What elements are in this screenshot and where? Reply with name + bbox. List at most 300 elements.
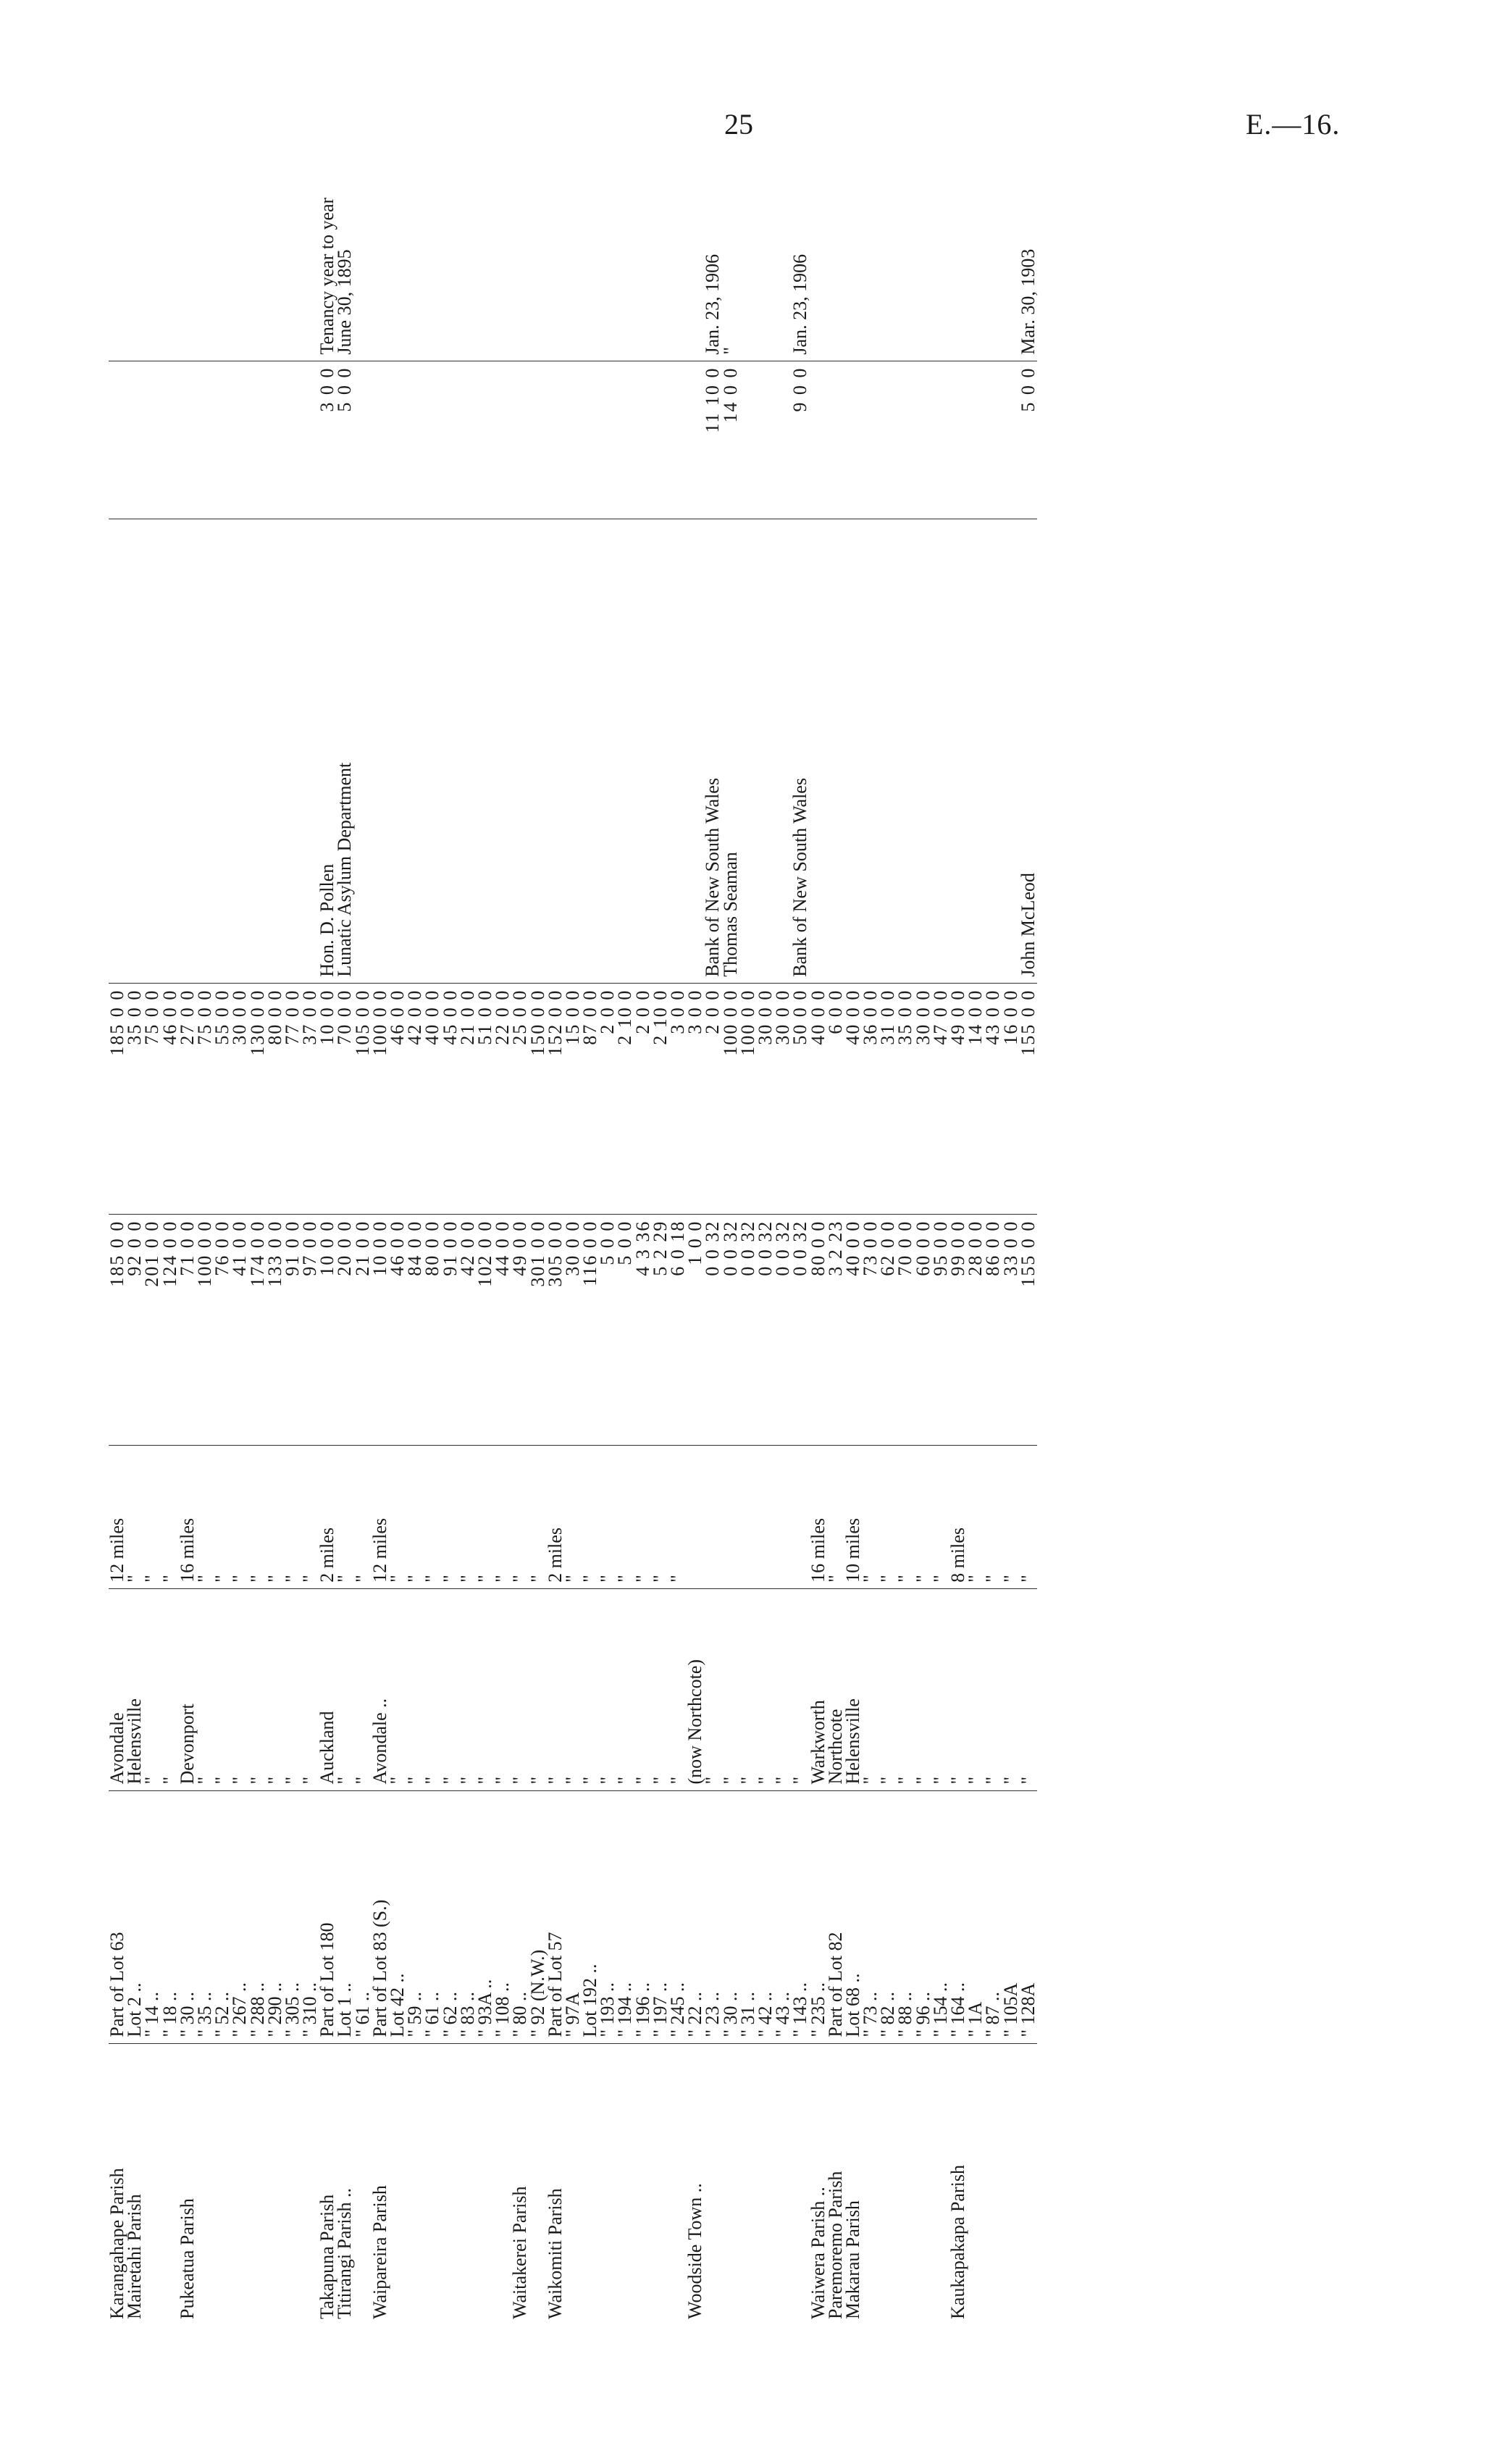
rent-cell: [284, 361, 301, 519]
town-cell: ": [792, 1588, 809, 1790]
lot-cell: " 52 ..: [214, 1790, 231, 2043]
town-cell: ": [143, 1588, 161, 1790]
tenure-cell: ": [722, 181, 739, 361]
area-leased-cell: 100 0 0: [739, 983, 757, 1214]
distance-cell: [774, 1445, 792, 1588]
lot-cell: " 96 ..: [915, 1790, 932, 2043]
town-cell: ": [459, 1588, 477, 1790]
area-total-cell: 0 0 32: [739, 1214, 757, 1445]
rent-cell: [196, 361, 214, 519]
parish-cell: Kaukapakapa Parish: [947, 2165, 968, 2319]
lot-cell: " 31 ..: [739, 1790, 757, 2043]
parish-cell: [477, 2043, 494, 2325]
tenure-cell: [354, 181, 372, 361]
area-total-cell: 73 0 0: [862, 1214, 879, 1445]
town-cell: ": [511, 1588, 529, 1790]
parish-cell: [757, 2043, 774, 2325]
lot-cell: " 18 ..: [162, 1790, 179, 2043]
tenure-cell: [284, 181, 301, 361]
area-leased-cell: 70 0 0: [336, 983, 353, 1214]
area-total-cell: 0 0 32: [774, 1214, 792, 1445]
area-leased-cell: 50 0 0: [792, 983, 809, 1214]
area-total-cell: 92 0 0: [126, 1214, 143, 1445]
tenure-cell: [389, 181, 406, 361]
lot-cell: " 288 ..: [249, 1790, 267, 2043]
tenure-cell: [616, 181, 634, 361]
parish-cell: [652, 2043, 669, 2325]
rent-cell: [143, 361, 161, 519]
area-leased-cell: 77 0 0: [284, 983, 301, 1214]
area-total-cell: 40 0 0: [844, 1214, 862, 1445]
distance-cell: ": [249, 1445, 267, 1588]
distance-cell: ": [267, 1445, 284, 1588]
area-leased-cell: 31 0 0: [879, 983, 897, 1214]
lessee-cell: [879, 519, 897, 983]
tenure-cell: [862, 181, 879, 361]
lot-cell: Part of Lot 82: [827, 1790, 844, 2043]
distance-cell: ": [196, 1445, 214, 1588]
area-leased-cell: 43 0 0: [984, 983, 1002, 1214]
town-cell: ": [1020, 1588, 1037, 1790]
rent-cell: [984, 361, 1002, 519]
area-leased-cell: 16 0 0: [1002, 983, 1020, 1214]
town-cell: ": [774, 1588, 792, 1790]
area-total-cell: 0 0 32: [722, 1214, 739, 1445]
parish-cell: [879, 2043, 897, 2325]
area-leased-cell: 42 0 0: [406, 983, 424, 1214]
lessee-cell: [915, 519, 932, 983]
parish-cell: Waiwera Parish ..: [807, 2187, 829, 2319]
distance-cell: ": [897, 1445, 914, 1588]
parish-cell: [564, 2043, 582, 2325]
rent-cell: [897, 361, 914, 519]
area-total-cell: 70 0 0: [897, 1214, 914, 1445]
rent-cell: [389, 361, 406, 519]
town-cell: ": [529, 1588, 547, 1790]
rent-cell: 9 0 0: [792, 361, 809, 519]
area-total-cell: 76 0 0: [214, 1214, 231, 1445]
area-leased-cell: 3 0 0: [687, 983, 704, 1214]
area-leased-cell: 35 0 0: [126, 983, 143, 1214]
rent-cell: [214, 361, 231, 519]
town-cell: ": [249, 1588, 267, 1790]
area-total-cell: 33 0 0: [1002, 1214, 1020, 1445]
parish-cell: Mairetahi Parish: [124, 2194, 146, 2319]
town-cell: ": [406, 1588, 424, 1790]
rent-cell: [354, 361, 372, 519]
tenure-cell: [162, 181, 179, 361]
area-leased-cell: 87 0 0: [582, 983, 599, 1214]
distance-cell: 10 miles: [844, 1445, 862, 1588]
area-total-cell: 185 0 0: [109, 1214, 126, 1445]
town-cell: Auckland: [319, 1588, 336, 1790]
lot-cell: Part of Lot 180: [319, 1790, 336, 2043]
rent-cell: [582, 361, 599, 519]
lot-cell: " 197 ..: [652, 1790, 669, 2043]
distance-cell: [722, 1445, 739, 1588]
tenure-cell: [424, 181, 441, 361]
parish-cell: [267, 2043, 284, 2325]
lessee-cell: [109, 519, 126, 983]
rent-cell: [669, 361, 687, 519]
table-row: [336, 181, 353, 2325]
lessee-cell: [757, 519, 774, 983]
rent-cell: [477, 361, 494, 519]
area-leased-cell: 30 0 0: [774, 983, 792, 1214]
area-leased-cell: 75 0 0: [143, 983, 161, 1214]
rent-cell: [932, 361, 949, 519]
rent-cell: [249, 361, 267, 519]
lessee-cell: [477, 519, 494, 983]
parish-cell: Titirangi Parish ..: [334, 2187, 356, 2319]
town-cell: Helensville: [844, 1588, 862, 1790]
area-total-cell: 0 0 32: [757, 1214, 774, 1445]
tenure-cell: [529, 181, 547, 361]
town-cell: ": [704, 1588, 721, 1790]
lessee-cell: [143, 519, 161, 983]
lessee-cell: [231, 519, 248, 983]
rent-cell: [810, 361, 827, 519]
lessee-cell: [126, 519, 143, 983]
distance-cell: ": [827, 1445, 844, 1588]
rent-cell: [949, 361, 967, 519]
area-leased-cell: 40 0 0: [844, 983, 862, 1214]
lot-cell: " 143 ..: [792, 1790, 809, 2043]
town-cell: ": [336, 1588, 353, 1790]
tenure-cell: Tenancy year to year: [319, 181, 336, 361]
document-code: E.—16.: [1246, 108, 1341, 141]
lot-cell: " 35 ..: [196, 1790, 214, 2043]
parish-cell: Takapuna Parish: [316, 2194, 338, 2319]
lot-cell: Part of Lot 57: [547, 1790, 564, 2043]
rent-cell: [267, 361, 284, 519]
town-cell: ": [162, 1588, 179, 1790]
town-cell: ": [389, 1588, 406, 1790]
distance-cell: ": [879, 1445, 897, 1588]
area-total-cell: 91 0 0: [442, 1214, 459, 1445]
lot-cell: " 61 ..: [354, 1790, 372, 2043]
area-leased-cell: 10 0 0: [319, 983, 336, 1214]
parish-cell: [1020, 2043, 1037, 2325]
area-leased-cell: 130 0 0: [249, 983, 267, 1214]
area-leased-cell: 105 0 0: [354, 983, 372, 1214]
lot-cell: " 1A: [967, 1790, 984, 2043]
area-leased-cell: 80 0 0: [267, 983, 284, 1214]
parish-cell: Woodside Town ..: [684, 2183, 706, 2319]
distance-cell: ": [511, 1445, 529, 1588]
town-cell: ": [424, 1588, 441, 1790]
town-cell: Avondale: [109, 1588, 126, 1790]
rent-cell: [511, 361, 529, 519]
lessee-cell: [582, 519, 599, 983]
town-cell: ": [284, 1588, 301, 1790]
lot-cell: " 193 ..: [599, 1790, 616, 2043]
rent-cell: [879, 361, 897, 519]
lot-cell: " 59 ..: [406, 1790, 424, 2043]
parish-cell: [774, 2043, 792, 2325]
distance-cell: [739, 1445, 757, 1588]
tenure-cell: [143, 181, 161, 361]
rent-cell: [231, 361, 248, 519]
lot-cell: " 245 ..: [669, 1790, 687, 2043]
rent-cell: 3 0 0: [319, 361, 336, 519]
parish-cell: [792, 2043, 809, 2325]
distance-cell: 12 miles: [109, 1445, 126, 1588]
tenure-cell: [634, 181, 652, 361]
parish-cell: [1002, 2043, 1020, 2325]
town-cell: ": [879, 1588, 897, 1790]
tenure-cell: [967, 181, 984, 361]
area-total-cell: 5 2 29: [652, 1214, 669, 1445]
area-total-cell: 0 0 32: [792, 1214, 809, 1445]
lot-cell: Lot 192 ..: [582, 1790, 599, 2043]
lessee-cell: [827, 519, 844, 983]
area-total-cell: 46 0 0: [389, 1214, 406, 1445]
town-cell: ": [354, 1588, 372, 1790]
area-leased-cell: 150 0 0: [529, 983, 547, 1214]
table-row: [897, 181, 914, 2325]
distance-cell: [704, 1445, 721, 1588]
lessee-cell: [967, 519, 984, 983]
rent-cell: [459, 361, 477, 519]
lot-cell: " 83 ..: [459, 1790, 477, 2043]
area-leased-cell: 40 0 0: [424, 983, 441, 1214]
tenure-cell: [897, 181, 914, 361]
town-cell: (now Northcote): [687, 1588, 704, 1790]
area-leased-cell: 30 0 0: [231, 983, 248, 1214]
area-total-cell: 41 0 0: [231, 1214, 248, 1445]
rent-cell: 5 0 0: [336, 361, 353, 519]
area-total-cell: 102 0 0: [477, 1214, 494, 1445]
area-leased-cell: 46 0 0: [389, 983, 406, 1214]
table-row: [984, 181, 1002, 2325]
tenure-cell: [459, 181, 477, 361]
lot-cell: " 105A: [1002, 1790, 1020, 2043]
lessee-cell: [424, 519, 441, 983]
parish-cell: [284, 2043, 301, 2325]
parish-cell: [984, 2043, 1002, 2325]
lot-cell: " 61 ..: [424, 1790, 441, 2043]
rent-cell: [179, 361, 196, 519]
rent-cell: 5 0 0: [1020, 361, 1037, 519]
distance-cell: ": [564, 1445, 582, 1588]
area-leased-cell: 14 0 0: [967, 983, 984, 1214]
rent-cell: [372, 361, 389, 519]
rotated-land-table: [106, 181, 1398, 2325]
parish-cell: [582, 2043, 599, 2325]
parish-cell: [634, 2043, 652, 2325]
area-leased-cell: 100 0 0: [722, 983, 739, 1214]
lot-cell: " 93A ..: [477, 1790, 494, 2043]
lot-cell: " 92 (N.W.): [529, 1790, 547, 2043]
town-cell: ": [494, 1588, 511, 1790]
land-table: [106, 181, 1039, 2325]
town-cell: ": [634, 1588, 652, 1790]
rent-cell: [652, 361, 669, 519]
lessee-cell: Thomas Seaman: [722, 519, 739, 983]
distance-cell: ": [582, 1445, 599, 1588]
distance-cell: 16 miles: [810, 1445, 827, 1588]
tenure-cell: [126, 181, 143, 361]
area-leased-cell: 47 0 0: [932, 983, 949, 1214]
town-cell: ": [757, 1588, 774, 1790]
lot-cell: " 235 ..: [810, 1790, 827, 2043]
distance-cell: ": [336, 1445, 353, 1588]
rent-cell: [967, 361, 984, 519]
lot-cell: " 194 ..: [616, 1790, 634, 2043]
parish-cell: [231, 2043, 248, 2325]
lessee-cell: [634, 519, 652, 983]
area-total-cell: 60 0 0: [915, 1214, 932, 1445]
area-total-cell: 0 0 32: [704, 1214, 721, 1445]
area-total-cell: 84 0 0: [406, 1214, 424, 1445]
rent-cell: [827, 361, 844, 519]
area-leased-cell: 40 0 0: [810, 983, 827, 1214]
tenure-cell: [564, 181, 582, 361]
parish-cell: [424, 2043, 441, 2325]
lessee-cell: [389, 519, 406, 983]
lessee-cell: Bank of New South Wales: [792, 519, 809, 983]
lessee-cell: [652, 519, 669, 983]
distance-cell: ": [915, 1445, 932, 1588]
area-total-cell: 4 3 36: [634, 1214, 652, 1445]
parish-cell: [915, 2043, 932, 2325]
area-leased-cell: 35 0 0: [897, 983, 914, 1214]
lot-cell: " 87 ..: [984, 1790, 1002, 2043]
town-cell: ": [669, 1588, 687, 1790]
area-leased-cell: 27 0 0: [179, 983, 196, 1214]
town-cell: ": [652, 1588, 669, 1790]
lessee-cell: [267, 519, 284, 983]
lessee-cell: [494, 519, 511, 983]
distance-cell: ": [424, 1445, 441, 1588]
area-total-cell: 124 0 0: [162, 1214, 179, 1445]
lessee-cell: [984, 519, 1002, 983]
lot-cell: " 42 ..: [757, 1790, 774, 2043]
town-cell: Warkworth: [810, 1588, 827, 1790]
lot-cell: Part of Lot 83 (S.): [372, 1790, 389, 2043]
lessee-cell: Bank of New South Wales: [704, 519, 721, 983]
lessee-cell: [214, 519, 231, 983]
distance-cell: 12 miles: [372, 1445, 389, 1588]
tenure-cell: [372, 181, 389, 361]
parish-cell: [442, 2043, 459, 2325]
distance-cell: ": [932, 1445, 949, 1588]
town-cell: ": [967, 1588, 984, 1790]
rent-cell: 14 0 0: [722, 361, 739, 519]
tenure-cell: Jan. 23, 1906: [704, 181, 721, 361]
town-cell: ": [599, 1588, 616, 1790]
tenure-cell: [810, 181, 827, 361]
rent-cell: [739, 361, 757, 519]
distance-cell: ": [301, 1445, 319, 1588]
lot-cell: " 305 ..: [284, 1790, 301, 2043]
tenure-cell: [582, 181, 599, 361]
town-cell: ": [897, 1588, 914, 1790]
area-total-cell: 116 0 0: [582, 1214, 599, 1445]
tenure-cell: [599, 181, 616, 361]
tenure-cell: [827, 181, 844, 361]
area-total-cell: 100 0 0: [196, 1214, 214, 1445]
lot-cell: " 290 ..: [267, 1790, 284, 2043]
rent-cell: [862, 361, 879, 519]
area-leased-cell: 49 0 0: [949, 983, 967, 1214]
parish-cell: Waipareira Parish: [369, 2185, 390, 2319]
area-leased-cell: 22 0 0: [494, 983, 511, 1214]
town-cell: ": [722, 1588, 739, 1790]
lessee-cell: [196, 519, 214, 983]
area-total-cell: 91 0 0: [284, 1214, 301, 1445]
area-total-cell: 1 0 0: [687, 1214, 704, 1445]
area-leased-cell: 75 0 0: [196, 983, 214, 1214]
area-total-cell: 5 0 0: [616, 1214, 634, 1445]
tenure-cell: June 30, 1895: [336, 181, 353, 361]
area-leased-cell: 46 0 0: [162, 983, 179, 1214]
town-cell: Devonport: [179, 1588, 196, 1790]
rent-cell: [162, 361, 179, 519]
town-cell: Avondale ..: [372, 1588, 389, 1790]
tenure-cell: [442, 181, 459, 361]
town-cell: ": [739, 1588, 757, 1790]
area-total-cell: 86 0 0: [984, 1214, 1002, 1445]
lessee-cell: [459, 519, 477, 983]
distance-cell: ": [967, 1445, 984, 1588]
lessee-cell: [406, 519, 424, 983]
town-cell: ": [932, 1588, 949, 1790]
rent-cell: [844, 361, 862, 519]
area-total-cell: 80 0 0: [810, 1214, 827, 1445]
area-total-cell: 49 0 0: [511, 1214, 529, 1445]
rent-cell: 11 10 0: [704, 361, 721, 519]
land-table-body: [106, 181, 1039, 2325]
distance-cell: 2 miles: [319, 1445, 336, 1588]
rent-cell: [424, 361, 441, 519]
distance-cell: [757, 1445, 774, 1588]
area-leased-cell: 152 0 0: [547, 983, 564, 1214]
area-leased-cell: 51 0 0: [477, 983, 494, 1214]
lot-cell: " 154 ..: [932, 1790, 949, 2043]
distance-cell: ": [143, 1445, 161, 1588]
area-leased-cell: 2 0 0: [599, 983, 616, 1214]
town-cell: ": [949, 1588, 967, 1790]
tenure-cell: [511, 181, 529, 361]
lot-cell: " 30 ..: [722, 1790, 739, 2043]
distance-cell: ": [126, 1445, 143, 1588]
distance-cell: ": [442, 1445, 459, 1588]
rent-cell: [757, 361, 774, 519]
area-total-cell: 174 0 0: [249, 1214, 267, 1445]
lessee-cell: [284, 519, 301, 983]
area-leased-cell: 2 10 0: [652, 983, 669, 1214]
area-leased-cell: 30 0 0: [757, 983, 774, 1214]
lessee-cell: Lunatic Asylum Department: [336, 519, 353, 983]
town-cell: ": [1002, 1588, 1020, 1790]
area-total-cell: 10 0 0: [372, 1214, 389, 1445]
parish-cell: Makarau Parish: [842, 2200, 863, 2319]
distance-cell: ": [862, 1445, 879, 1588]
tenure-cell: [249, 181, 267, 361]
lessee-cell: [511, 519, 529, 983]
area-total-cell: 71 0 0: [179, 1214, 196, 1445]
tenure-cell: [196, 181, 214, 361]
town-cell: ": [582, 1588, 599, 1790]
parish-cell: [196, 2043, 214, 2325]
parish-cell: [722, 2043, 739, 2325]
distance-cell: ": [599, 1445, 616, 1588]
lessee-cell: [249, 519, 267, 983]
tenure-cell: [477, 181, 494, 361]
lot-cell: " 88 ..: [897, 1790, 914, 2043]
